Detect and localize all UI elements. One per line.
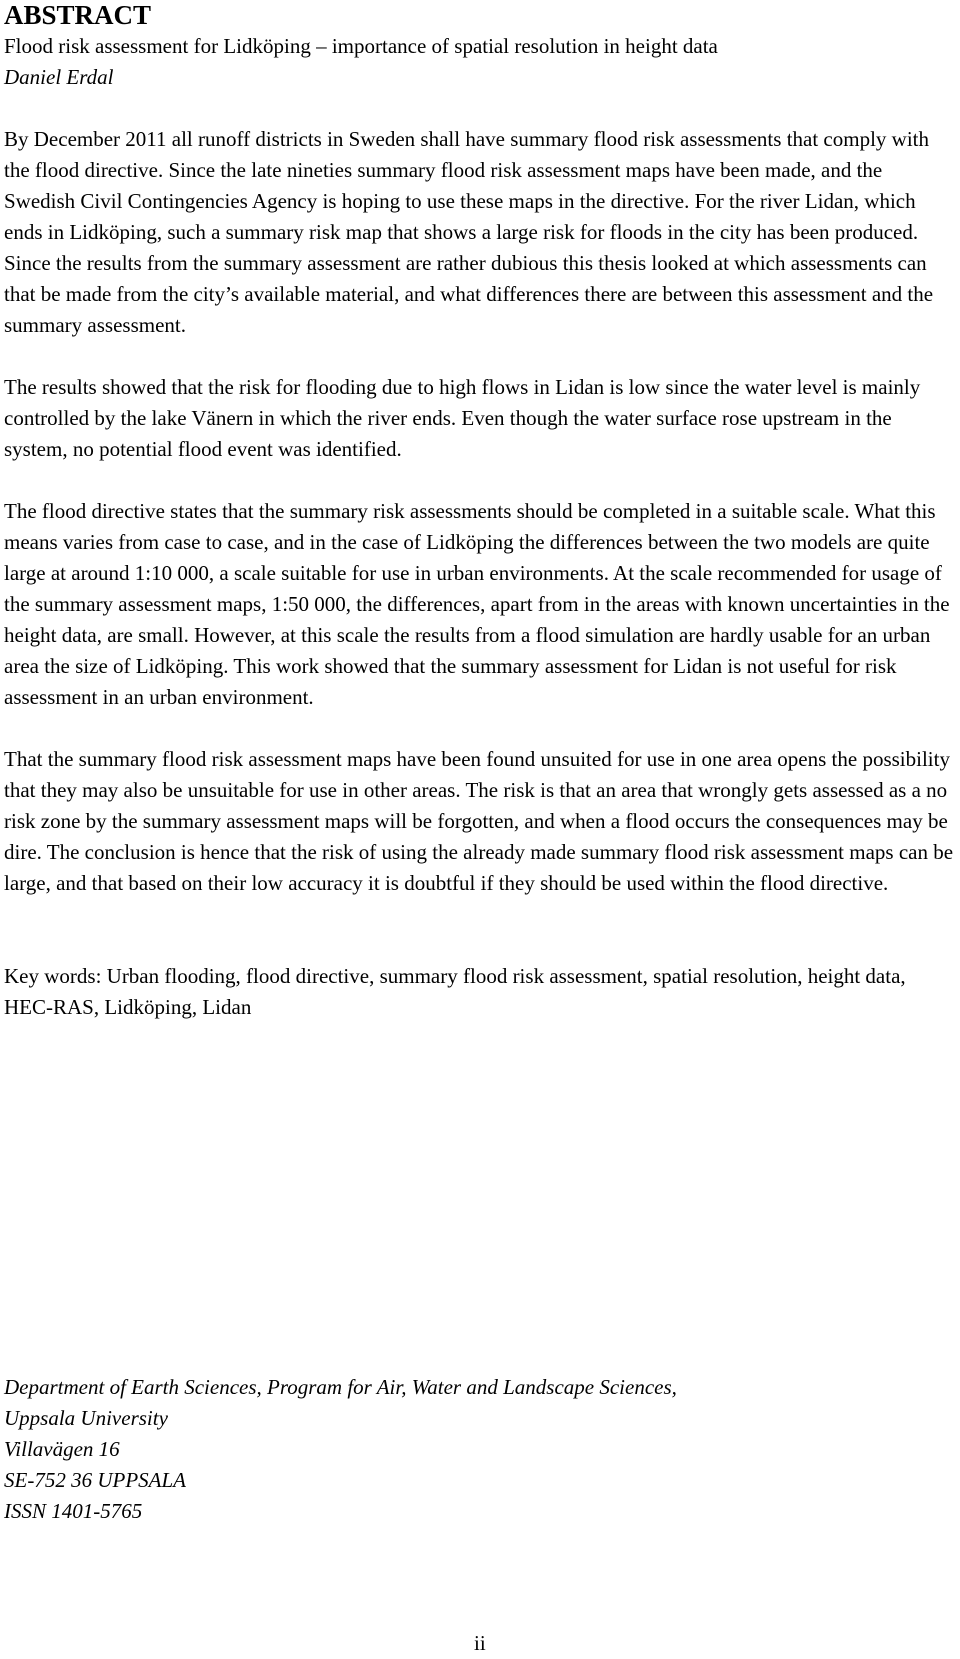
address-line-issn: ISSN 1401-5765 xyxy=(4,1499,143,1523)
document-page xyxy=(4,0,954,1655)
spacer xyxy=(4,93,954,124)
spacer xyxy=(4,713,954,744)
page-number: ii xyxy=(474,1631,486,1655)
spacer xyxy=(4,465,954,496)
abstract-paragraph-4: That the summary flood risk assessment maps have been found unsuited for use in one area opens the possibility that they may also be unsuitable for use in other areas. The risk is that an area that wrongly gets assessed as a no risk zone by the summary assessment maps will be forgotten, and when a flood occurs the consequences may be dire. The conclusion is hence that the risk of using the already made summary flood risk assessment maps can be large, and that based on their low accuracy it is doubtful if they should be used within the flood directive. xyxy=(4,747,954,895)
affiliation-block xyxy=(4,1372,677,1527)
abstract-paragraph-2: The results showed that the risk for flooding due to high flows in Lidan is low since the water level is mainly controlled by the lake Vänern in which the river ends. Even though the water surface rose upstream in the system, no potential flood event was identified. xyxy=(4,375,921,461)
address-line-university: Uppsala University xyxy=(4,1406,168,1430)
spacer xyxy=(4,341,954,372)
abstract-paragraph-3: The flood directive states that the summary risk assessments should be completed in a suitable scale. What this means varies from case to case, and in the case of Lidköping the differences between the two models are quite large at around 1:10 000, a scale suitable for use in urban environments. At the scale recommended for usage of the summary assessment maps, 1:50 000, the differences, apart from in the areas with known uncertainties in the height data, are small. However, at this scale the results from a flood simulation are hardly usable for an urban area the size of Lidköping. This work showed that the summary assessment for Lidan is not useful for risk assessment in an urban environment. xyxy=(4,499,950,709)
address-line-city: SE-752 36 UPPSALA xyxy=(4,1468,186,1492)
thesis-title: Flood risk assessment for Lidköping – importance of spatial resolution in height data xyxy=(4,34,718,58)
spacer xyxy=(4,930,954,961)
address-line-department: Department of Earth Sciences, Program for Air, Water and Landscape Sciences, xyxy=(4,1375,677,1399)
address-line-street: Villavägen 16 xyxy=(4,1437,120,1461)
keywords: Key words: Urban flooding, flood directive, summary flood risk assessment, spatial resolution, height data, HEC-RAS, Lidköping, Lidan xyxy=(4,964,906,1019)
abstract-heading: ABSTRACT xyxy=(4,0,152,30)
spacer xyxy=(4,899,954,930)
author-name: Daniel Erdal xyxy=(4,65,114,89)
abstract-paragraph-1: By December 2011 all runoff districts in Sweden shall have summary flood risk assessments that comply with the flood directive. Since the late nineties summary flood risk assessment maps have been made, and the Swedish Civil Contingencies Agency is hoping to use these maps in the directive. For the river Lidan, which ends in Lidköping, such a summary risk map that shows a large risk for floods in the city has been produced. Since the results from the summary assessment are rather dubious this thesis looked at which assessments can that be made from the city’s available material, and what differences there are between this assessment and the summary assessment. xyxy=(4,127,934,337)
